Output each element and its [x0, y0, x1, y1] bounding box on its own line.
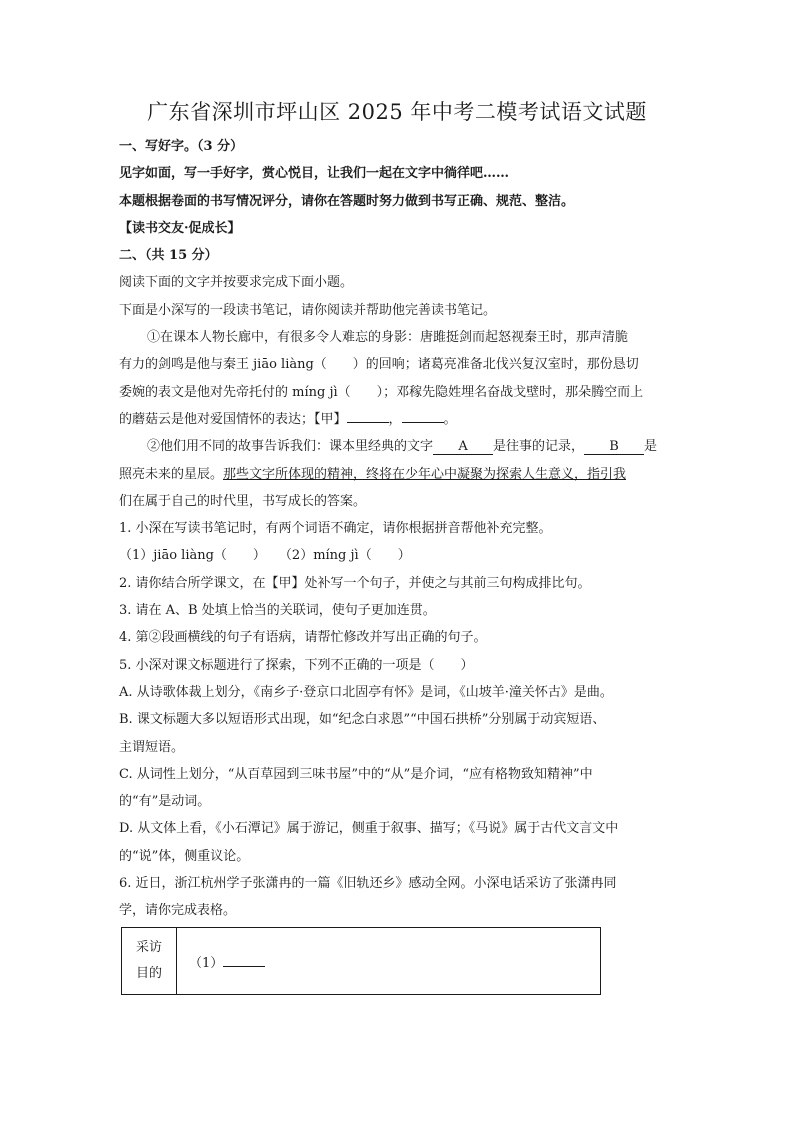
paragraph1-line4 — [119, 406, 674, 433]
option-c-line2: 的“有”是动词。 — [119, 794, 211, 810]
paragraph2-line2-text: 照亮未来的星辰。 — [119, 466, 224, 482]
period: 。 — [443, 411, 457, 427]
answer-blank[interactable] — [223, 966, 265, 967]
section1-heading: 一、写好字。（3 分） — [119, 139, 244, 154]
table-header-line1: 采访 — [135, 940, 162, 955]
paragraph2-line1-end: 是 — [644, 439, 658, 455]
question-1-options: （1）jiāo liàng（ ） （2）míng jì（ ） — [119, 548, 411, 564]
option-d-line2: 的“说”体，侧重议论。 — [119, 848, 250, 864]
interview-table — [121, 927, 601, 995]
section1-line1: 见字如面，写一手好字，赏心悦目，让我们一起在文字中徜徉吧…… — [119, 166, 510, 182]
answer-blank[interactable] — [402, 422, 444, 423]
paragraph1-line4-text: 的蘑菇云是他对爱国情怀的表达；【甲】 — [119, 411, 347, 427]
table-answer-cell — [177, 928, 601, 995]
paragraph2-line3: 们在属于自己的时代里，书写成长的答案。 — [119, 493, 367, 509]
section1-line2: 本题根据卷面的书写情况评分，请你在答题时努力做到书写正确、规范、整洁。 — [119, 193, 575, 209]
question-4: 4. 第②段画横线的句子有语病，请帮忙修改并写出正确的句子。 — [119, 630, 487, 646]
paragraph1-line2: 有力的剑鸣是他与秦王 jiāo liàng（ ）的回响；诸葛亮准备北伐兴复汉室时，那份恳切 — [119, 357, 639, 373]
exam-content — [119, 133, 674, 925]
question-3: 3. 请在 A、B 处填上恰当的关联词，使句子更加连贯。 — [119, 603, 436, 619]
section2-heading: 二、（共 15 分） — [119, 248, 218, 264]
paragraph1-line1: ①在课本人物长廊中，有很多令人难忘的身影：唐雎挺剑而起怒视秦王时，那声清脆 — [147, 330, 629, 346]
answer-blank[interactable] — [347, 422, 389, 423]
option-d-line1: D. 从文体上看，《小石潭记》属于游记，侧重于叙事、描写；《马说》属于古代文言文中 — [119, 821, 619, 837]
paragraph2-line1 — [119, 433, 674, 460]
question-1: 1. 小深在写读书笔记时，有两个词语不确定，请你根据拼音帮他补充完整。 — [119, 521, 552, 537]
section2-intro1: 阅读下面的文字并按要求完成下面小题。 — [119, 275, 354, 291]
question-5: 5. 小深对课文标题进行了探索，下列不正确的一项是（ ） — [119, 657, 474, 673]
option-b-line1: B. 课文标题大多以短语形式出现，如“纪念白求恩”“中国石拱桥”分别属于动宾短语、 — [119, 712, 606, 728]
question-2: 2. 请你结合所学课文，在【甲】处补写一个句子，并使之与其前三句构成排比句。 — [119, 575, 591, 591]
question-6-line1: 6. 近日，浙江杭州学子张潇冉的一篇《旧轨还乡》感动全网。小深电话采访了张潇冉同 — [119, 876, 617, 892]
comma: ， — [388, 411, 402, 427]
table-row — [122, 928, 601, 995]
section2-intro2: 下面是小深写的一段读书笔记，请你阅读并帮助他完善读书笔记。 — [119, 302, 497, 318]
underlined-sentence: 那些文字所体现的精神，终将在少年心中凝聚为探索人生意义，指引我 — [223, 466, 627, 482]
paragraph2-line1-text: ②他们用不同的故事告诉我们：课本里经典的文字 — [147, 439, 434, 455]
table-header-line2: 目的 — [135, 966, 162, 981]
option-b-line2: 主谓短语。 — [119, 739, 185, 755]
section-banner: 【读书交友·促成长】 — [119, 220, 241, 236]
option-a: A. 从诗歌体裁上划分，《南乡子·登京口北固亭有怀》是词，《山坡羊·潼关怀古》是曲。 — [119, 684, 613, 700]
blank-a[interactable]: A — [433, 439, 493, 455]
question-6-line2: 学，请你完成表格。 — [119, 903, 237, 919]
paragraph2-line2 — [119, 461, 674, 488]
table-cell-label: （1） — [189, 955, 224, 971]
table-header-cell — [122, 928, 177, 995]
paragraph1-line3: 委婉的表文是他对先帝托付的 míng jì（ ）；邓稼先隐姓埋名奋战戈壁时，那朵腾空而上 — [119, 384, 644, 400]
page-title: 广东省深圳市坪山区 2025 年中考二模考试语文试题 — [147, 100, 647, 124]
option-c-line1: C. 从词性上划分，“从百草园到三味书屋”中的“从”是介词，“应有格物致知精神”中 — [119, 766, 593, 782]
blank-b[interactable]: B — [584, 439, 644, 455]
paragraph2-line1-mid: 是往事的记录， — [493, 439, 585, 455]
